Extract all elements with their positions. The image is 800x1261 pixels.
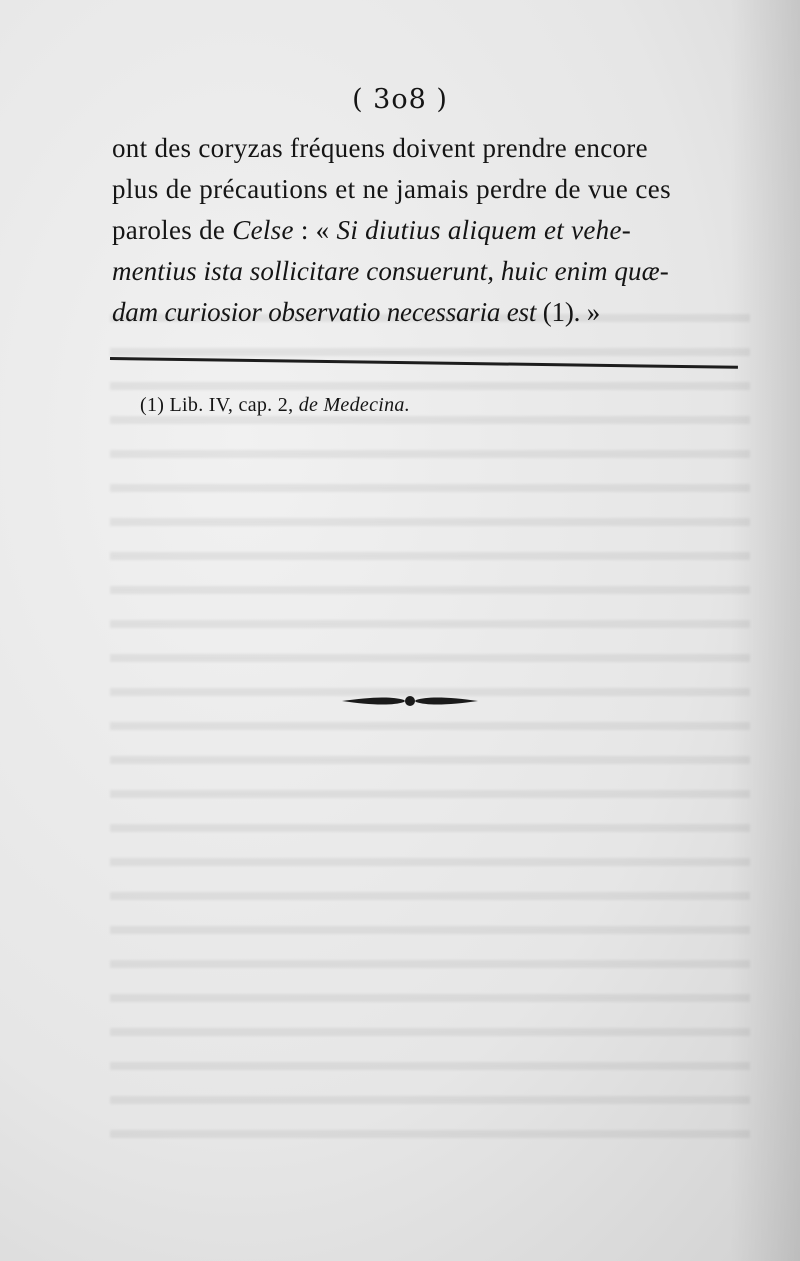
- text-line-5: [112, 292, 752, 333]
- quote-start: Si diutius aliquem et vehe-: [336, 215, 632, 245]
- text-line-3-roman: paroles de: [112, 215, 233, 245]
- page-number: ( 3o8 ): [352, 84, 448, 115]
- quote-end: dam curiosior observatio necessaria est: [112, 297, 537, 327]
- text-line-2: plus de précautions et ne jamais perdre de vue ces: [112, 174, 672, 204]
- text-line-4: mentius ista sollicitare consuerunt, huic enim quæ-: [112, 256, 669, 286]
- footnote: [140, 394, 410, 417]
- footnote-citation: (1) Lib. IV, cap. 2,: [140, 394, 299, 416]
- text-line-3: [112, 210, 752, 251]
- author-name-celse: Celse: [232, 215, 294, 245]
- text-line-3-colon: : «: [293, 215, 337, 245]
- main-paragraph: [112, 128, 752, 333]
- text-line-1: ont des coryzas fréquens doivent prendre encore: [112, 133, 648, 163]
- end-ornament-icon: [340, 689, 480, 713]
- bleed-through-texture: [110, 300, 750, 1160]
- footnote-reference: (1). »: [536, 297, 601, 327]
- footnote-source-title: de Medecina.: [298, 394, 411, 416]
